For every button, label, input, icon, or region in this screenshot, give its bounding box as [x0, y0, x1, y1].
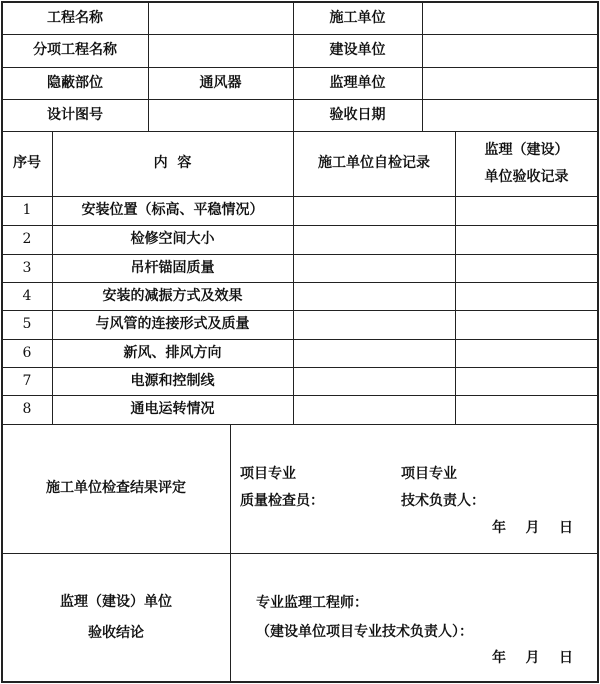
supervision-date[interactable]: 年 月 日: [492, 649, 573, 666]
row-number: 7: [22, 372, 32, 389]
supervision-sig-line2: （建设单位项目专业技术负责人）：: [256, 623, 473, 640]
acceptance-date-label: 验收日期: [329, 106, 386, 123]
acceptance-date-value[interactable]: [422, 99, 598, 131]
self-check-header: 施工单位自检记录: [318, 155, 430, 172]
row-supervision-cell[interactable]: [455, 282, 598, 310]
row-number: 5: [22, 316, 32, 333]
row-self-check-cell[interactable]: [293, 225, 455, 254]
concealed-part-value[interactable]: 通风器: [199, 74, 242, 91]
row-supervision-cell[interactable]: [455, 254, 598, 282]
construction-unit-value[interactable]: [422, 2, 598, 34]
supervision-conclusion-label: [2, 553, 230, 682]
row-self-check-cell[interactable]: [293, 339, 455, 367]
seq-header: 序号: [13, 155, 41, 172]
row-content: 通电运转情况: [130, 401, 215, 418]
contractor-sig1-line1: 项目专业: [240, 465, 296, 482]
project-name-label: 工程名称: [47, 9, 103, 26]
row-self-check-cell[interactable]: [293, 282, 455, 310]
supervision-sig-line1: 专业监理工程师：: [256, 594, 368, 611]
subproject-label: 分项工程名称: [33, 42, 117, 59]
contractor-result-label: 施工单位检查结果评定: [46, 480, 186, 497]
row-supervision-cell[interactable]: [455, 367, 598, 395]
row-number: 2: [22, 231, 32, 248]
row-self-check-cell[interactable]: [293, 196, 455, 225]
subproject-value[interactable]: [148, 34, 293, 67]
row-self-check-cell[interactable]: [293, 310, 455, 339]
construction-unit-label: 施工单位: [329, 9, 386, 26]
row-supervision-cell[interactable]: [455, 196, 598, 225]
supervision-conclusion-label-line2: 验收结论: [88, 624, 144, 641]
contractor-date[interactable]: 年 月 日: [492, 519, 573, 536]
concealed-part-label: 隐蔽部位: [47, 74, 103, 91]
row-number: 1: [22, 202, 32, 219]
row-content: 检修空间大小: [130, 231, 215, 248]
supervision-record-header: [455, 131, 598, 196]
contractor-sig1-line2: 质量检查员：: [240, 492, 324, 509]
supervision-unit-value[interactable]: [422, 67, 598, 99]
row-supervision-cell[interactable]: [455, 339, 598, 367]
row-number: 4: [22, 287, 32, 304]
content-header: 内 容: [153, 155, 192, 172]
row-content: 新风、排风方向: [123, 344, 222, 361]
contractor-sig2-line1: 项目专业: [401, 465, 457, 482]
supervision-unit-label: 监理单位: [329, 74, 386, 91]
row-self-check-cell[interactable]: [293, 254, 455, 282]
row-supervision-cell[interactable]: [455, 310, 598, 339]
row-content: 吊杆锚固质量: [130, 259, 215, 276]
contractor-sig2-line2: 技术负责人：: [401, 492, 485, 509]
row-self-check-cell[interactable]: [293, 367, 455, 395]
row-content: 与风管的连接形式及质量: [95, 316, 250, 333]
row-content: 安装的减振方式及效果: [102, 287, 243, 304]
row-number: 3: [22, 259, 32, 276]
row-supervision-cell[interactable]: [455, 395, 598, 424]
row-content: 安装位置（标高、平稳情况）: [81, 202, 264, 219]
supervision-record-header-line1: 监理（建设）: [484, 142, 569, 159]
drawing-no-label: 设计图号: [47, 106, 103, 123]
drawing-no-value[interactable]: [148, 99, 293, 131]
row-content: 电源和控制线: [130, 372, 215, 389]
row-number: 6: [22, 344, 32, 361]
row-self-check-cell[interactable]: [293, 395, 455, 424]
building-unit-label: 建设单位: [329, 42, 386, 59]
building-unit-value[interactable]: [422, 34, 598, 67]
supervision-record-header-line2: 单位验收记录: [484, 168, 569, 185]
row-supervision-cell[interactable]: [455, 225, 598, 254]
row-number: 8: [22, 401, 32, 418]
project-name-value[interactable]: [148, 2, 293, 34]
supervision-conclusion-label-line1: 监理（建设）单位: [60, 594, 172, 611]
